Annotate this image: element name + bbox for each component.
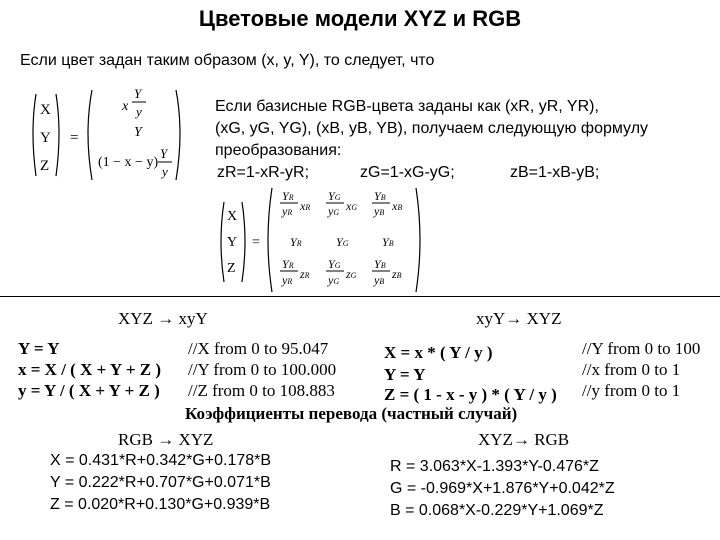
page-title: Цветовые модели XYZ и RGB (198, 6, 522, 31)
rgb-to-xyz-heading: RGB → XYZ (118, 430, 214, 449)
xyz-to-rgb-line-2: G = -0.969*X+1.876*Y+0.042*Z (390, 480, 615, 497)
equation-matrix (216, 186, 426, 294)
rgb-to-xyz-line-2: Y = 0.222*R+0.707*G+0.071*B (50, 474, 271, 491)
svg-text:(1 − x − y): (1 − x − y) (98, 155, 159, 170)
section-divider (0, 296, 720, 297)
left-heading: XYZ → xyY (118, 309, 208, 328)
svg-text:yG: yG (328, 273, 340, 287)
svg-text:x: x (122, 99, 129, 114)
svg-text:yB: yB (374, 273, 385, 287)
zb-formula: zB=1-xB-yB; (510, 164, 600, 181)
left-comment-2: //Y from 0 to 100.000 (188, 360, 337, 379)
eq1-vector-x: X (40, 102, 51, 118)
svg-text:Y: Y (160, 146, 168, 161)
svg-text:YR: YR (282, 257, 294, 271)
right-comment-3: //y from 0 to 1 (582, 381, 681, 400)
left-formula-3: y = Y / ( X + Y + Z ) (18, 381, 160, 400)
right-formula-2: Y = Y (384, 365, 426, 384)
para-line-3: преобразования: (215, 142, 342, 159)
svg-text:Y: Y (134, 86, 142, 101)
para-line-1: Если базисные RGB-цвета заданы как (xR, yR, YR), (215, 98, 599, 115)
rgb-to-xyz-line-1: X = 0.431*R+0.342*G+0.178*B (50, 452, 272, 469)
eq1-vector-y: Y (40, 130, 51, 146)
left-formula-1: Y = Y (18, 339, 60, 358)
eq1-vector-z: Z (40, 158, 50, 174)
svg-text:y: y (136, 104, 142, 119)
svg-text:YR: YR (290, 235, 302, 249)
svg-text:zG: zG (346, 267, 357, 281)
svg-text:xR: xR (300, 199, 311, 213)
left-comment-3: //Z from 0 to 108.883 (188, 381, 335, 400)
svg-text:zB: zB (392, 267, 402, 281)
left-formula-2: x = X / ( X + Y + Z ) (18, 360, 162, 379)
svg-text:YB: YB (374, 189, 386, 203)
xyz-to-rgb-heading: XYZ→ RGB (478, 430, 570, 449)
right-heading: xyY→ XYZ (476, 309, 562, 328)
svg-text:yR: yR (282, 273, 293, 287)
svg-text:=: = (252, 235, 260, 250)
svg-text:zR: zR (300, 267, 310, 281)
svg-text:y: y (162, 164, 168, 179)
zg-formula: zG=1-xG-yG; (360, 164, 455, 181)
xyz-to-rgb-line-3: B = 0.068*X-0.229*Y+1.069*Z (390, 502, 604, 519)
svg-text:YB: YB (374, 257, 386, 271)
svg-text:YG: YG (336, 235, 349, 249)
right-formula-3: Z = ( 1 - x - y ) * ( Y / y ) (384, 385, 557, 404)
para-line-2: (xG, yG, YG), (xB, yB, YB), получаем следующую формулу (215, 120, 649, 137)
svg-text:xG: xG (346, 199, 358, 213)
right-comment-1: //Y from 0 to 100 (582, 339, 701, 358)
intro-text: Если цвет задан таким образом (x, y, Y), то следует, что (20, 52, 435, 69)
right-formula-1: X = x * ( Y / y ) (384, 343, 493, 362)
svg-text:yG: yG (328, 204, 340, 218)
svg-text:YG: YG (328, 189, 341, 203)
svg-text:yB: yB (374, 204, 385, 218)
coefficients-title: Коэффициенты перевода (частный случай) (185, 404, 518, 423)
svg-text:X: X (227, 209, 238, 224)
left-comment-1: //X from 0 to 95.047 (188, 339, 329, 358)
rgb-to-xyz-line-3: Z = 0.020*R+0.130*G+0.939*B (50, 496, 271, 513)
svg-text:Y: Y (227, 235, 238, 250)
zr-formula: zR=1-xR-yR; (217, 164, 310, 181)
svg-text:xB: xB (392, 199, 403, 213)
svg-text:Y: Y (134, 125, 142, 140)
svg-text:YR: YR (282, 189, 294, 203)
svg-text:YG: YG (328, 257, 341, 271)
equation-xyY-to-XYZ (26, 84, 186, 194)
svg-text:=: = (70, 130, 79, 146)
svg-text:yR: yR (282, 204, 293, 218)
svg-text:Z: Z (227, 261, 236, 276)
right-comment-2: //x from 0 to 1 (582, 360, 681, 379)
xyz-to-rgb-line-1: R = 3.063*X-1.393*Y-0.476*Z (390, 458, 599, 475)
svg-text:YB: YB (382, 235, 394, 249)
